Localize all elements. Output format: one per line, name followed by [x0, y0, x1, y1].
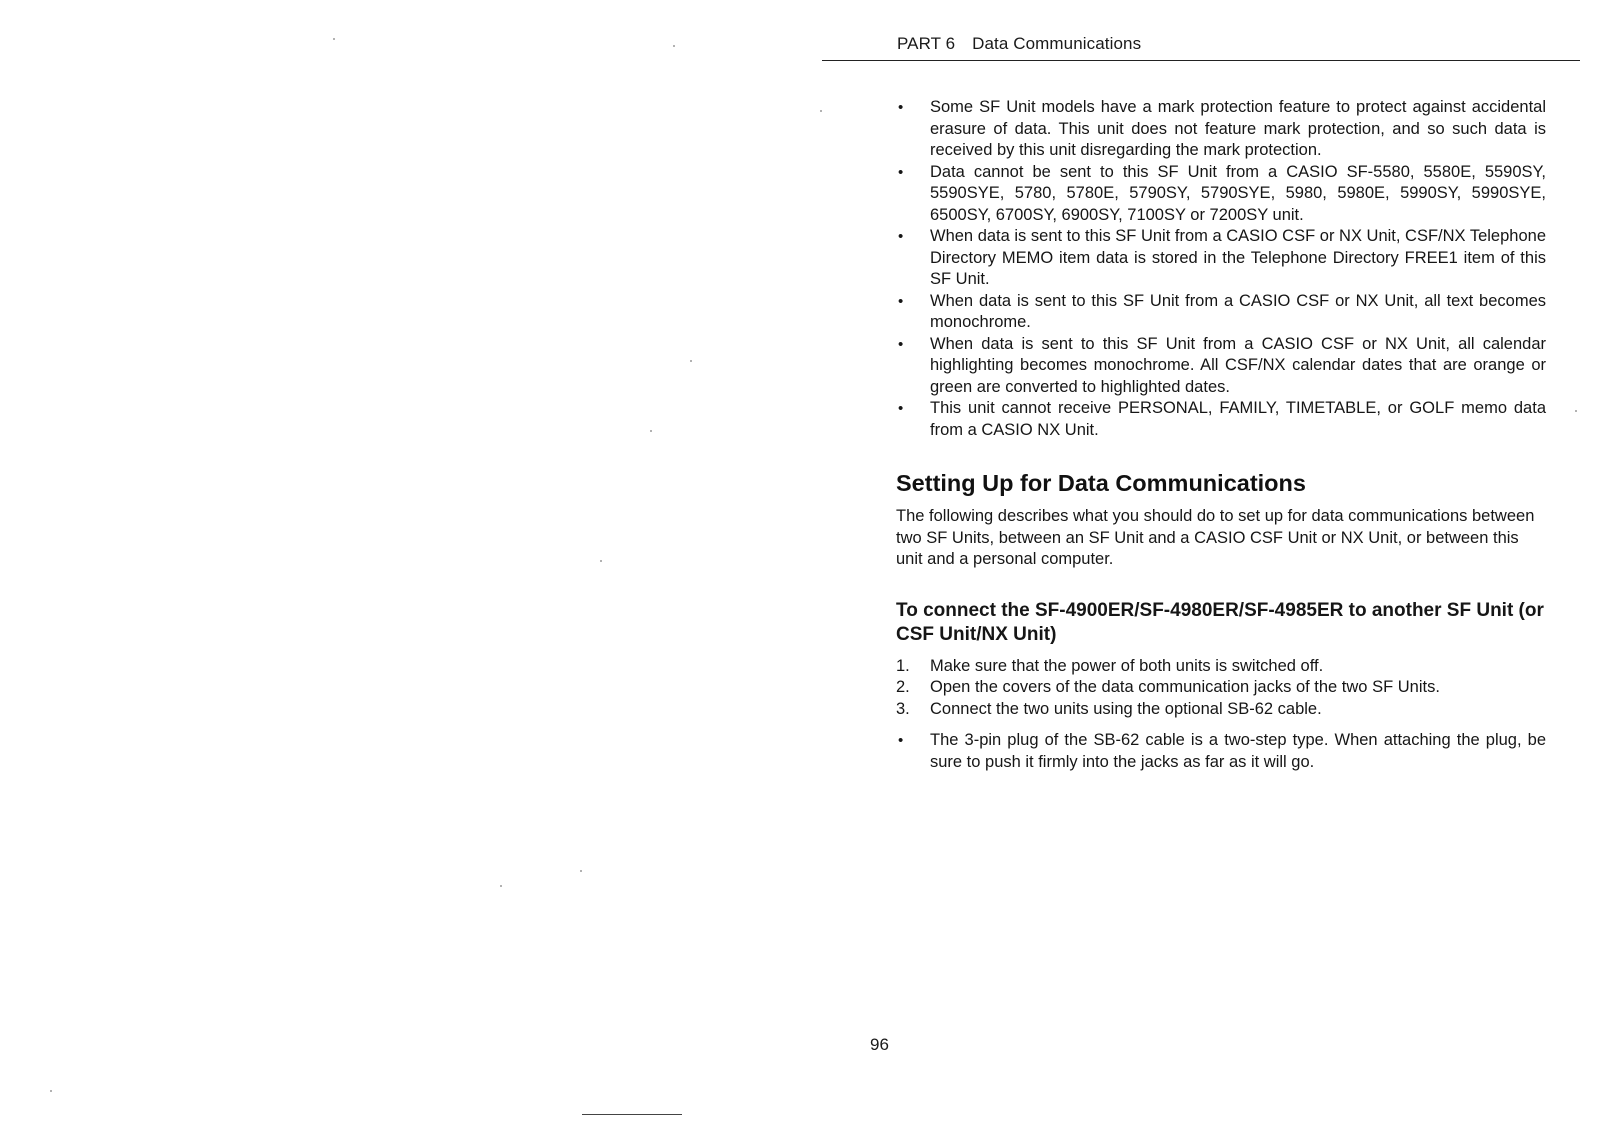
subsection-heading: To connect the SF-4900ER/SF-4980ER/SF-4985ER to another SF Unit (or CSF Unit/NX Unit): [896, 599, 1544, 645]
step-number: 2.: [896, 678, 910, 696]
scan-speck: [600, 560, 602, 562]
scan-speck: [673, 45, 675, 47]
scan-speck: [650, 430, 652, 432]
list-item: • When data is sent to this SF Unit from a CASIO CSF or NX Unit, all text becomes monochrome.: [896, 291, 1546, 334]
list-item: • Some SF Unit models have a mark protection feature to protect against accidental erasure of data. This unit does not feature mark protection, and so such data is received by this unit disregarding the mark protection.: [896, 97, 1546, 162]
step-item: [896, 699, 1546, 721]
header-title: Data Communications: [972, 34, 1142, 53]
step-text: Connect the two units using the optional SB-62 cable.: [930, 699, 1322, 718]
running-header: [897, 34, 1141, 54]
notes-list: [896, 97, 1546, 441]
page-number: 96: [870, 1035, 889, 1054]
step-text: Open the covers of the data communication jacks of the two SF Units.: [930, 678, 1440, 696]
scan-edge-line: [582, 1114, 682, 1115]
section-heading: Setting Up for Data Communications: [896, 470, 1306, 496]
scan-speck: [50, 1090, 52, 1092]
scan-speck: [1575, 410, 1577, 412]
list-item: • This unit cannot receive PERSONAL, FAMILY, TIMETABLE, or GOLF memo data from a CASIO NX Unit.: [896, 398, 1546, 441]
list-item: • When data is sent to this SF Unit from a CASIO CSF or NX Unit, all calendar highlighting becomes monochrome. All CSF/NX calendar dates that are orange or green are converted to highlighted dates.: [896, 334, 1546, 399]
step-item: [896, 677, 1546, 699]
scan-speck: [500, 885, 502, 887]
cable-note-list: [896, 730, 1546, 773]
scan-speck: [580, 870, 582, 872]
header-part-label: PART 6: [897, 34, 956, 53]
steps-list: [896, 656, 1546, 721]
list-item: • Data cannot be sent to this SF Unit from a CASIO SF-5580, 5580E, 5590SY, 5590SYE, 5780, 5780E, 5790SY, 5790SYE, 5980, 5980E, 5990SY, 5990SYE, 6500SY, 6700SY, 6900SY, 7100SY or 7200SY unit.: [896, 162, 1546, 227]
list-item: • When data is sent to this SF Unit from a CASIO CSF or NX Unit, CSF/NX Telephone Directory MEMO item data is stored in the Telephone Directory FREE1 item of this SF Unit.: [896, 226, 1546, 291]
scan-speck: [333, 38, 335, 40]
list-item: • The 3-pin plug of the SB-62 cable is a two-step type. When attaching the plug, be sure to push it firmly into the jacks as far as it will go.: [896, 730, 1546, 773]
section-intro: The following describes what you should do to set up for data communications between two SF Units, between an SF Unit and a CASIO CSF Unit or NX Unit, or between this unit and a personal computer.: [896, 507, 1535, 568]
step-item: [896, 656, 1546, 678]
scan-speck: [820, 110, 822, 112]
scan-speck: [690, 360, 692, 362]
step-text: Make sure that the power of both units is switched off.: [930, 656, 1324, 675]
header-rule: [822, 60, 1580, 61]
page-content: [896, 97, 1546, 773]
step-number: 1.: [896, 656, 910, 675]
step-number: 3.: [896, 699, 910, 718]
